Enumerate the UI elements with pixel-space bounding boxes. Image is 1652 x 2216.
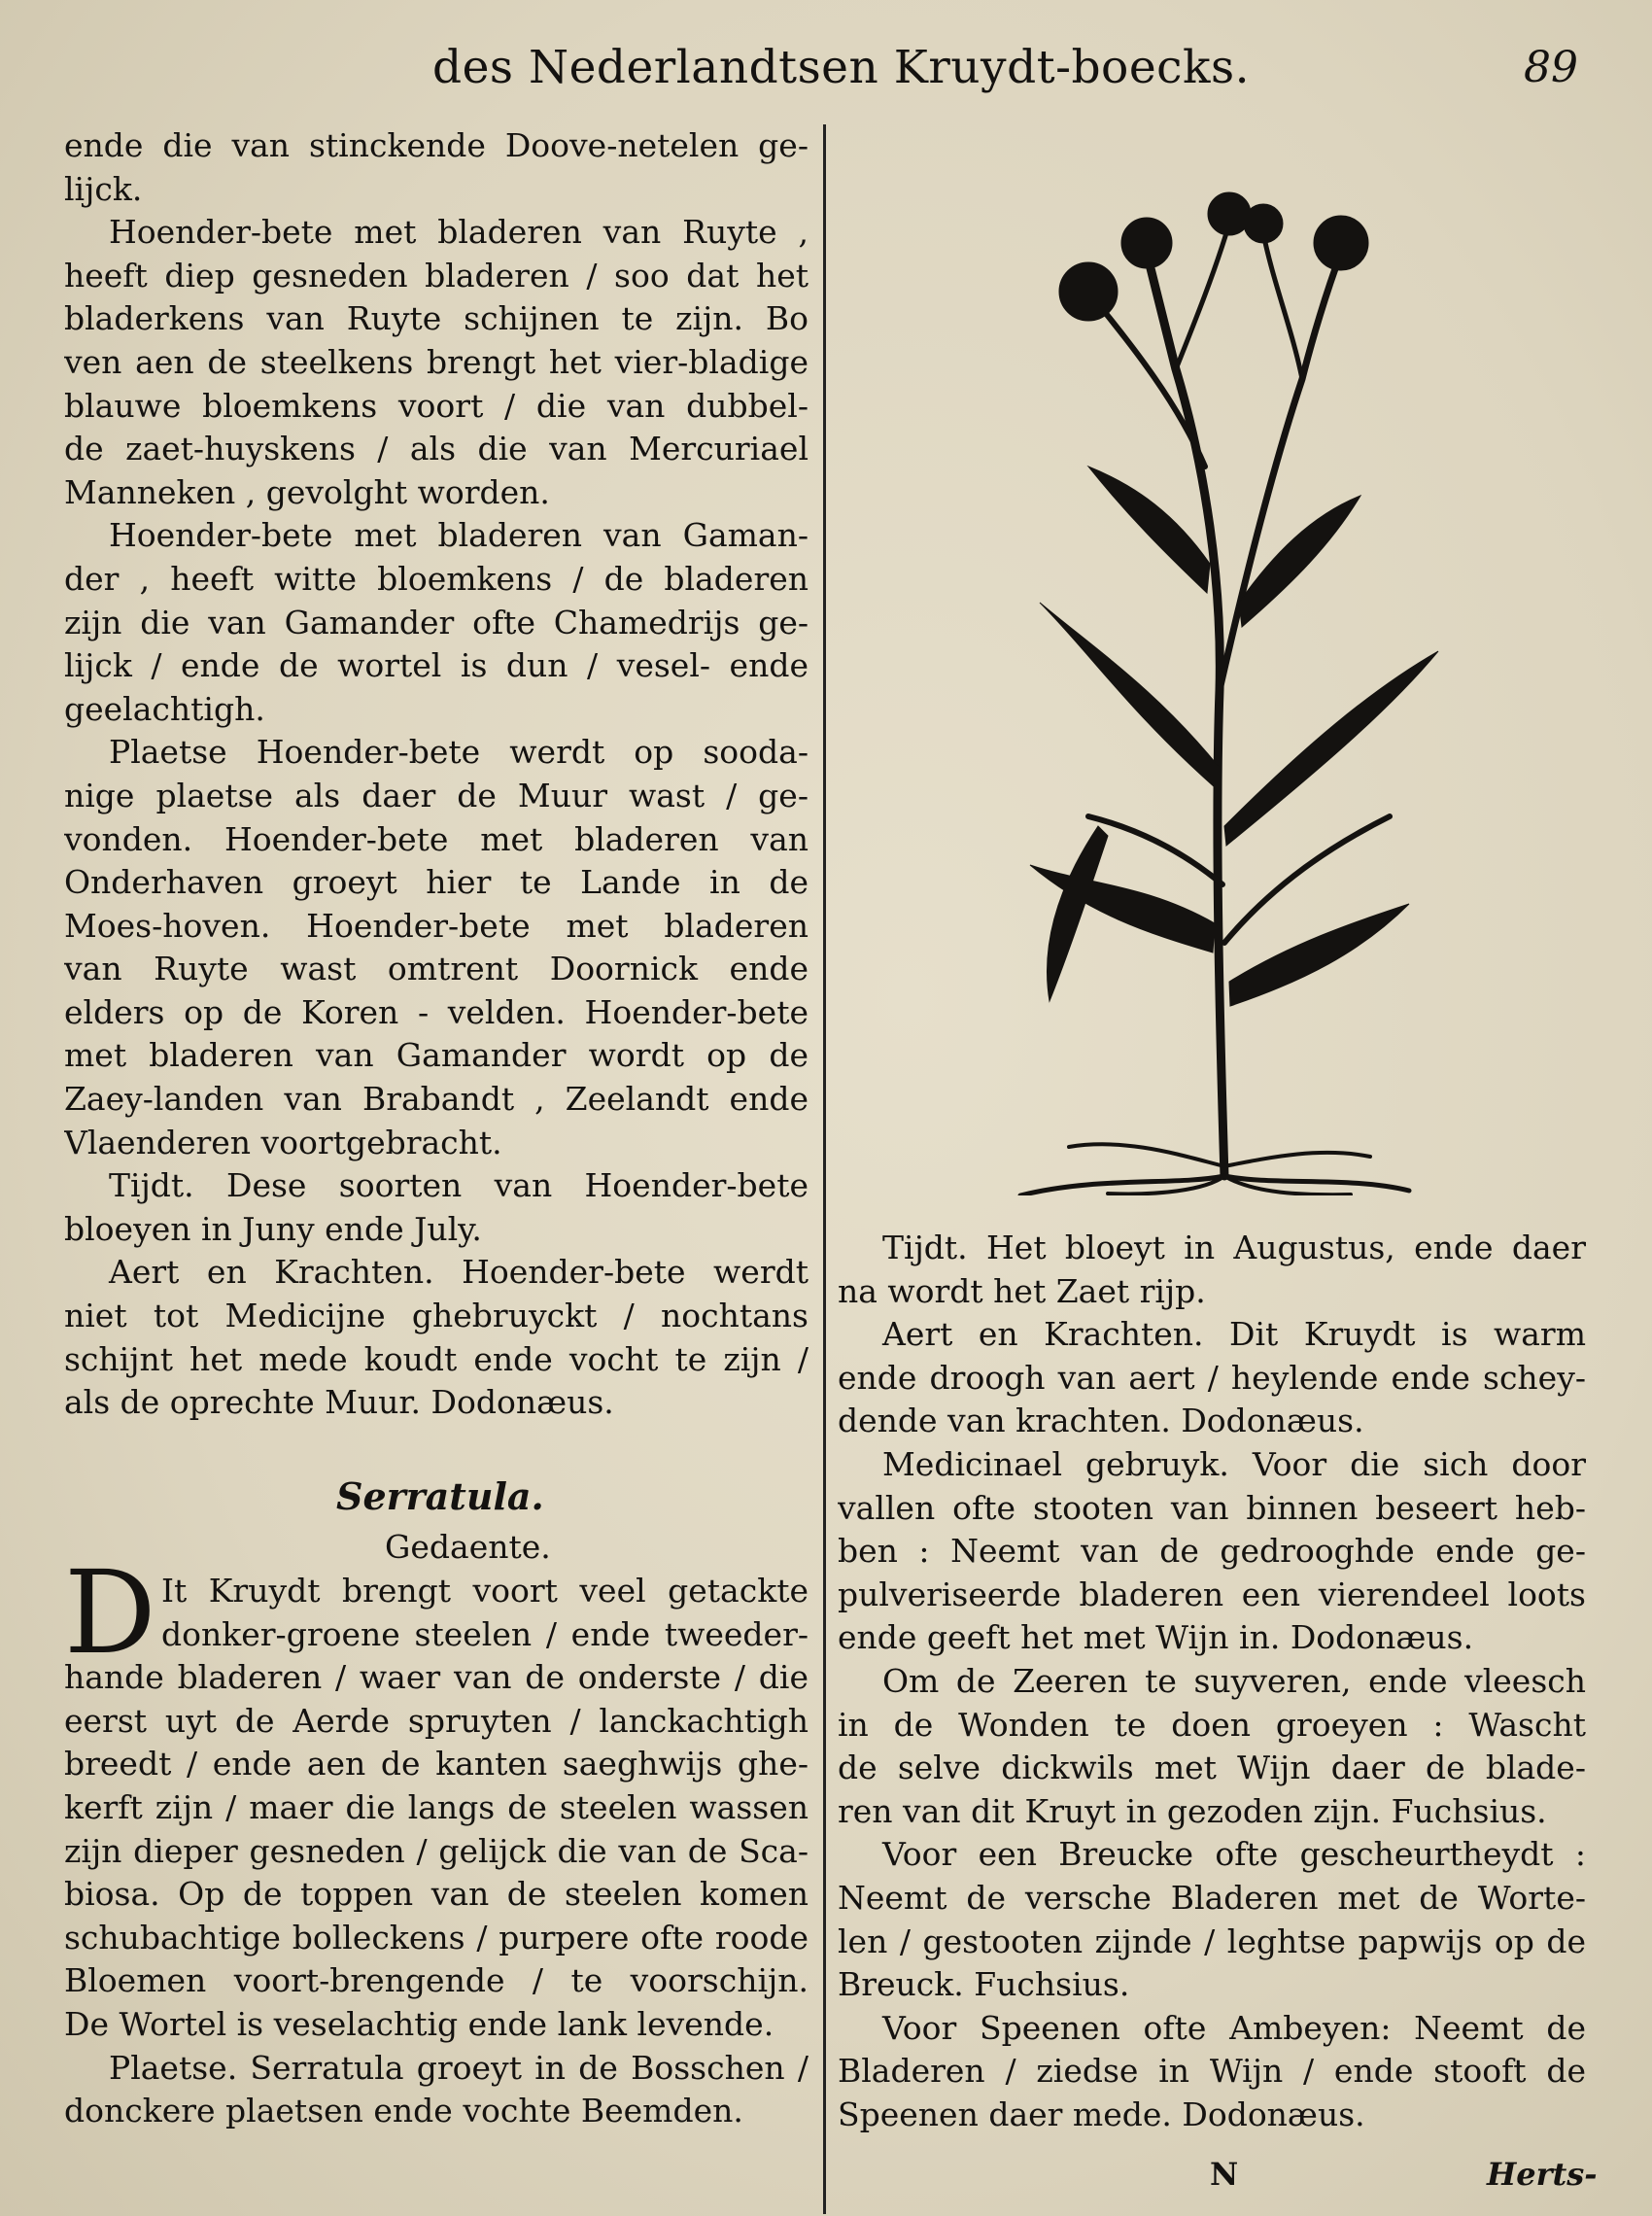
- text-line: biosa. Op de toppen van de steelen komen: [64, 1875, 809, 1914]
- text-line: niet tot Medicijne ghebruyckt / nochtans: [64, 1297, 809, 1335]
- signature-mark: N: [1210, 2156, 1239, 2193]
- text-line: Aert en Krachten. Hoender-bete werdt: [109, 1253, 809, 1292]
- text-line: Zaey-landen van Brabandt , Zeelandt ende: [64, 1080, 809, 1119]
- text-line: nige plaetse als daer de Muur wast / ge-: [64, 776, 809, 814]
- running-title: des Nederlandtsen Kruydt-boecks.: [432, 41, 1251, 94]
- text-line: blauwe bloemkens voort / die van dubbel-: [64, 386, 809, 425]
- text-line: Speenen daer mede. Dodonæus.: [838, 2095, 1365, 2133]
- text-line: bladerkens van Ruyte schijnen te zijn. Bo: [64, 299, 809, 338]
- text-line: bloeyen in Juny ende July.: [64, 1209, 482, 1248]
- text-line: zijn die van Gamander ofte Chamedrijs ge-: [64, 603, 809, 641]
- text-line: Breuck. Fuchsius.: [838, 1965, 1130, 2004]
- serratula-plant-woodcut-icon: [981, 146, 1467, 1195]
- text-line: ende die van stinckende Doove-netelen ge-: [64, 126, 809, 164]
- spacer: [64, 1425, 809, 1469]
- text-line: Voor een Breucke ofte gescheurtheydt :: [882, 1835, 1586, 1874]
- text-line: eerst uyt de Aerde spruyten / lanckachtigh: [64, 1701, 809, 1740]
- text-line: hande bladeren / waer van de onderste / die: [64, 1658, 809, 1697]
- text-line: de selve dickwils met Wijn daer de blade-: [838, 1749, 1586, 1787]
- page-number: 89: [1524, 43, 1578, 92]
- text-line: ende geeft het met Wijn in. Dodonæus.: [838, 1618, 1474, 1657]
- text-line: in de Wonden te doen groeyen : Wascht: [838, 1705, 1586, 1744]
- text-line: Moes-hoven. Hoender-bete met bladeren: [64, 906, 809, 945]
- text-line: Manneken , gevolght worden.: [64, 472, 550, 511]
- text-line: dende van krachten. Dodonæus.: [838, 1402, 1364, 1440]
- column-divider: [823, 124, 826, 2214]
- text-line: zijn dieper gesneden / gelijck die van de Sca-: [64, 1831, 809, 1870]
- text-line: De Wortel is veselachtig ende lank levende.: [64, 2004, 774, 2043]
- text-line: als de oprechte Muur. Dodonæus.: [64, 1383, 614, 1422]
- text-line: It Kruydt brengt voort veel getackte: [161, 1572, 809, 1610]
- right-column: [838, 1227, 1586, 2136]
- text-line: lijck.: [64, 169, 143, 208]
- text-line: Tijdt. Dese soorten van Hoender-bete: [109, 1166, 809, 1205]
- text-line: donckere plaetsen ende vochte Beemden.: [64, 2092, 743, 2130]
- section-heading: Serratula.: [336, 1474, 544, 1519]
- text-line: geelachtigh.: [64, 689, 265, 728]
- text-line: Tijdt. Het bloeyt in Augustus, ende daer: [882, 1229, 1586, 1266]
- text-line: Hoender-bete met bladeren van Ruyte ,: [109, 213, 809, 252]
- left-column: [64, 124, 809, 2133]
- text-line: kerft zijn / maer die langs de steelen wassen: [64, 1787, 809, 1826]
- text-line: Neemt de versche Bladeren met de Worte-: [838, 1878, 1586, 1917]
- text-line: heeft diep gesneden bladeren / soo dat het: [64, 256, 809, 294]
- text-line: vonden. Hoender-bete met bladeren van: [64, 819, 809, 858]
- text-line: lijck / ende de wortel is dun / vesel- ende: [64, 646, 809, 685]
- text-line: van Ruyte wast omtrent Doornick ende: [64, 950, 809, 988]
- text-line: schijnt het mede koudt ende vocht te zijn /: [64, 1339, 809, 1378]
- text-line: Medicinael gebruyk. Voor die sich door: [882, 1444, 1586, 1483]
- text-line: Aert en Krachten. Dit Kruydt is warm: [882, 1315, 1586, 1354]
- text-line: Onderhaven groeyt hier te Lande in de: [64, 863, 809, 902]
- text-line: donker-groene steelen / ende tweeder-: [161, 1614, 809, 1653]
- text-line: Plaetse Hoender-bete werdt op sooda-: [109, 733, 809, 772]
- text-line: Bloemen voort-brengende / te voorschijn.: [64, 1961, 809, 2000]
- page-header: [0, 29, 1652, 107]
- drop-cap: D: [64, 1545, 156, 1679]
- text-line: de zaet-huyskens / als die van Mercuriael: [64, 430, 809, 468]
- text-line: na wordt het Zaet rijp.: [838, 1271, 1206, 1310]
- text-line: ben : Neemt van de gedrooghde ende ge-: [838, 1532, 1586, 1571]
- catchword: Herts-: [1487, 2156, 1598, 2193]
- text-line: ende droogh van aert / heylende ende schey-: [838, 1358, 1586, 1397]
- text-line: Voor Speenen ofte Ambeyen: Neemt de: [882, 2008, 1586, 2047]
- text-line: met bladeren van Gamander wordt op de: [64, 1036, 809, 1075]
- text-line: Bladeren / ziedse in Wijn / ende stooft de: [838, 2052, 1586, 2091]
- text-line: Vlaenderen voortgebracht.: [64, 1123, 502, 1161]
- text-line: breedt / ende aen de kanten saeghwijs ghe-: [64, 1745, 809, 1783]
- text-line: der , heeft witte bloemkens / de bladeren: [64, 559, 809, 598]
- text-line: len / gestooten zijnde / leghtse papwijs op de: [838, 1922, 1586, 1960]
- text-line: pulveriseerde bladeren een vierendeel loots: [838, 1575, 1586, 1613]
- text-line: ven aen de steelkens brengt het vier-bladige: [64, 342, 809, 381]
- text-line: Hoender-bete met bladeren van Gaman-: [109, 516, 809, 555]
- text-line: elders op de Koren - velden. Hoender-bete: [64, 992, 809, 1031]
- section-subheading: Gedaente.: [385, 1528, 551, 1567]
- text-line: Plaetse. Serratula groeyt in de Bosschen /: [109, 2048, 809, 2087]
- text-line: Om de Zeeren te suyveren, ende vleesch: [882, 1661, 1586, 1700]
- text-line: vallen ofte stooten van binnen beseert heb-: [838, 1488, 1586, 1527]
- text-line: schubachtige bolleckens / purpere ofte roode: [64, 1918, 809, 1956]
- text-line: ren van dit Kruyt in gezoden zijn. Fuchsius.: [838, 1791, 1547, 1830]
